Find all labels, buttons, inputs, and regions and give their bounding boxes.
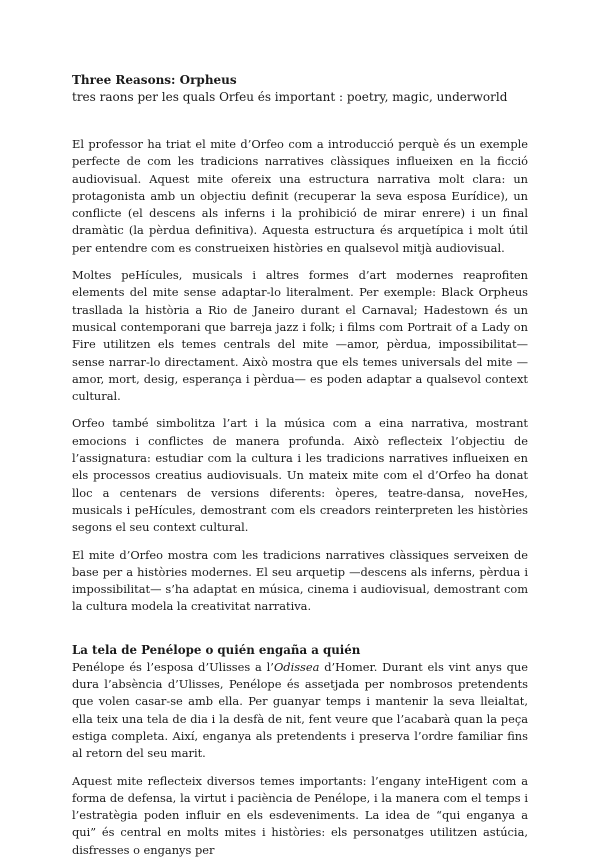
document-subtitle: tres raons per les quals Orfeu és important : poetry, magic, underworld bbox=[72, 90, 508, 104]
paragraph: Aquest mite reflecteix diversos temes importants: l’engany inteHigent com a forma de defensa, la virtut i paciència de Penélope, i la manera com el temps i l’estratègia poden influir en els esdeveniments. La idea de “qui enganya a qui” és central en molts mites i històries: els personatges utilitzen astúcia, disfresses o enganys per bbox=[72, 773, 528, 857]
paragraph: Moltes peHícules, musicals i altres formes d’art modernes reaprofiten elements del mite sense adaptar-lo literalment. Per exemple: Black Orpheus trasllada la història a Rio de Janeiro durant el Carnaval; Hadestown és un musical contemporani que barreja jazz i folk; i films com Portrait of a Lady on Fire utilitzen els temes centrals del mite —amor, pèrdua, impossibilitat— sense narrar-lo directament. Això mostra que els temes universals del mite —amor, mort, desig, esperança i pèrdua— es poden adaptar a qualsevol context cultural. bbox=[72, 268, 528, 404]
section-heading: La tela de Penélope o quién engaña a quién bbox=[72, 642, 361, 657]
paragraph-text: Penélope és l’esposa d’Ulisses a l’ bbox=[72, 659, 274, 674]
paragraph-text: d’Homer. Durant els vint anys que dura l’absència d’Ulisses, Penélope és assetjada per nombrosos pretendents que volen casar-se amb ella. Per guanyar temps i mantenir la seva lleialtat, ella teix una tela de dia i la desfà de nit, fent veure que l’acabarà quan la peça estiga completa. Així, enganya als pretendents i preserva l’ordre familiar fins al retorn del seu marit. bbox=[72, 659, 528, 761]
italic-title: Odissea bbox=[273, 659, 320, 674]
paragraph: Orfeo també simbolitza l’art i la música com a eina narrativa, mostrant emocions i conflictes de manera profunda. Això reflecteix l’objectiu de l’assignatura: estudiar com la cultura i les tradicions narratives influeixen en els processos creatius audiovisuals. Un mateix mite com el d’Orfeo ha donat lloc a centenars de versions diferents: òperes, teatre-dansa, noveHes, musicals i peHícules, demostrant com els creadors reinterpreten les històries segons el seu context cultural. bbox=[72, 416, 528, 535]
paragraph: El professor ha triat el mite d’Orfeo com a introducció perquè és un exemple perfecte de com les tradicions narratives clàssiques influeixen en la ficció audiovisual. Aquest mite ofereix una estructura narrativa molt clara: un protagonista amb un objectiu definit (recuperar la seva esposa Eurídice), un conflicte (el descens als inferns i la prohibició de mirar enrere) i un final dramàtic (la pèrdua definitiva). Aquesta estructura és arquetípica i molt útil per entendre com es construeixen històries en qualsevol mitjà audiovisual. bbox=[72, 137, 528, 255]
paragraph: El mite d’Orfeo mostra com les tradicions narratives clàssiques serveixen de base per a històries modernes. El seu arquetip —descens als inferns, pèrdua i impossibilitat— s’ha adaptat en música, cinema i audiovisual, demostrant com la cultura modela la creativitat narrativa. bbox=[72, 547, 528, 614]
paragraph bbox=[72, 659, 528, 763]
document-title: Three Reasons: Orpheus bbox=[72, 73, 237, 87]
